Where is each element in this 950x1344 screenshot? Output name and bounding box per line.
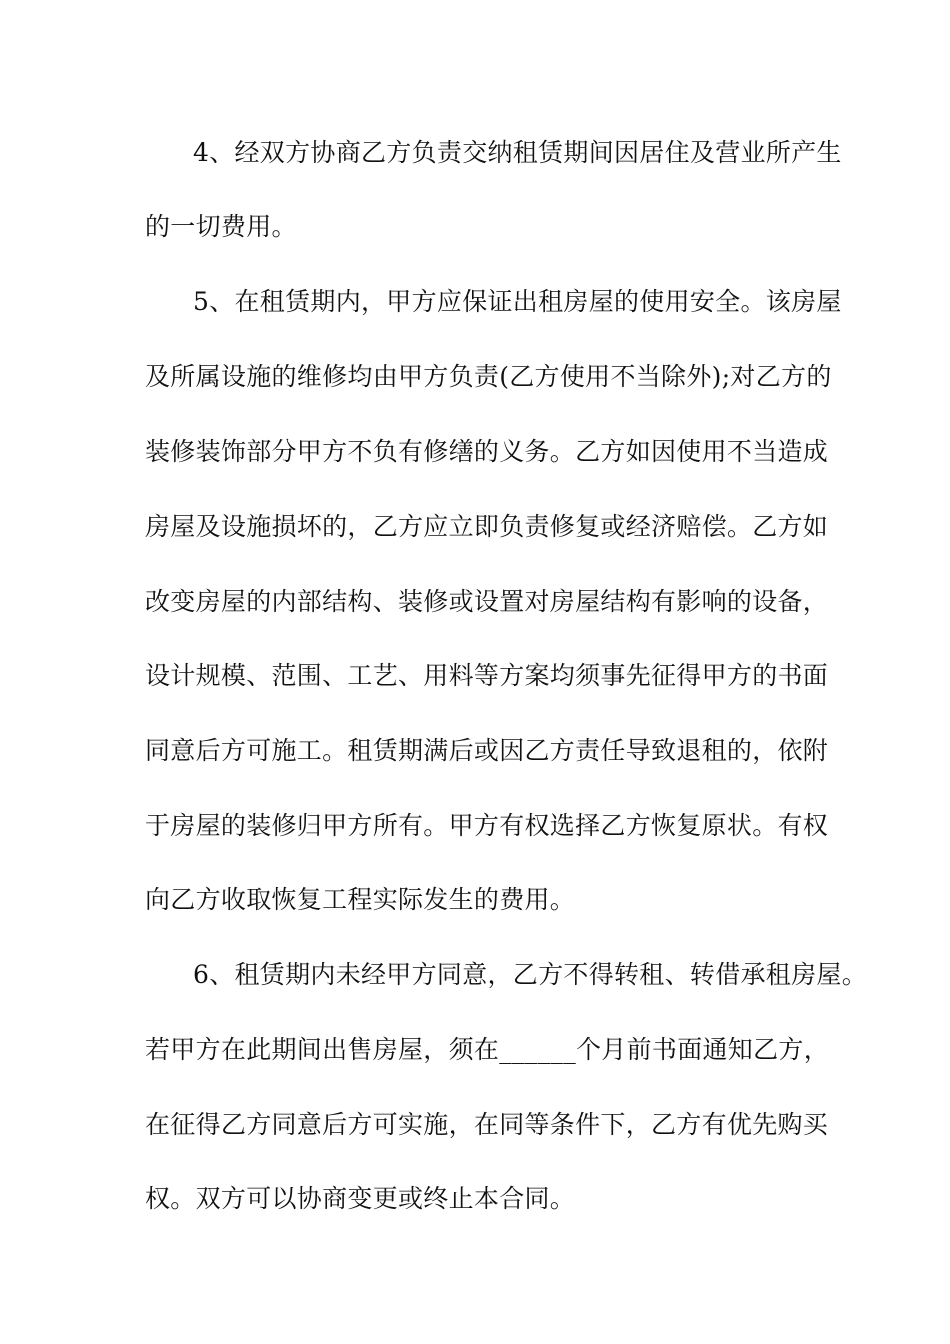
paragraph-6-line-4: 权。双方可以协商变更或终止本合同。 [145, 1184, 576, 1213]
paragraph-5-line-9: 向乙方收取恢复工程实际发生的费用。 [145, 885, 576, 914]
paragraph-6-line-3: 在征得乙方同意后方可实施，在同等条件下，乙方有优先购买 [145, 1110, 829, 1139]
paragraph-6-line-2: 若甲方在此期间出售房屋，须在______个月前书面通知乙方， [145, 1035, 830, 1064]
paragraph-6-line-1: 6、租赁期内未经甲方同意，乙方不得转租、转借承租房屋。 [193, 960, 868, 989]
paragraph-5-line-1: 5、在租赁期内，甲方应保证出租房屋的使用安全。该房屋 [193, 287, 842, 316]
paragraph-4-line-1: 4、经双方协商乙方负责交纳租赁期间因居住及营业所产生 [193, 138, 842, 167]
paragraph-5-line-6: 设计规模、范围、工艺、用料等方案均须事先征得甲方的书面 [145, 661, 829, 690]
paragraph-5-line-5: 改变房屋的内部结构、装修或设置对房屋结构有影响的设备， [145, 587, 829, 616]
paragraph-5-line-7: 同意后方可施工。租赁期满后或因乙方责任导致退租的，依附 [145, 736, 829, 765]
paragraph-5-line-4: 房屋及设施损坏的，乙方应立即负责修复或经济赔偿。乙方如 [145, 512, 829, 541]
paragraph-5-line-2: 及所属设施的维修均由甲方负责(乙方使用不当除外);对乙方的 [145, 362, 832, 391]
paragraph-4-line-2: 的一切费用。 [145, 212, 297, 241]
paragraph-5-line-3: 装修装饰部分甲方不负有修缮的义务。乙方如因使用不当造成 [145, 437, 829, 466]
paragraph-5-line-8: 于房屋的装修归甲方所有。甲方有权选择乙方恢复原状。有权 [145, 811, 829, 840]
